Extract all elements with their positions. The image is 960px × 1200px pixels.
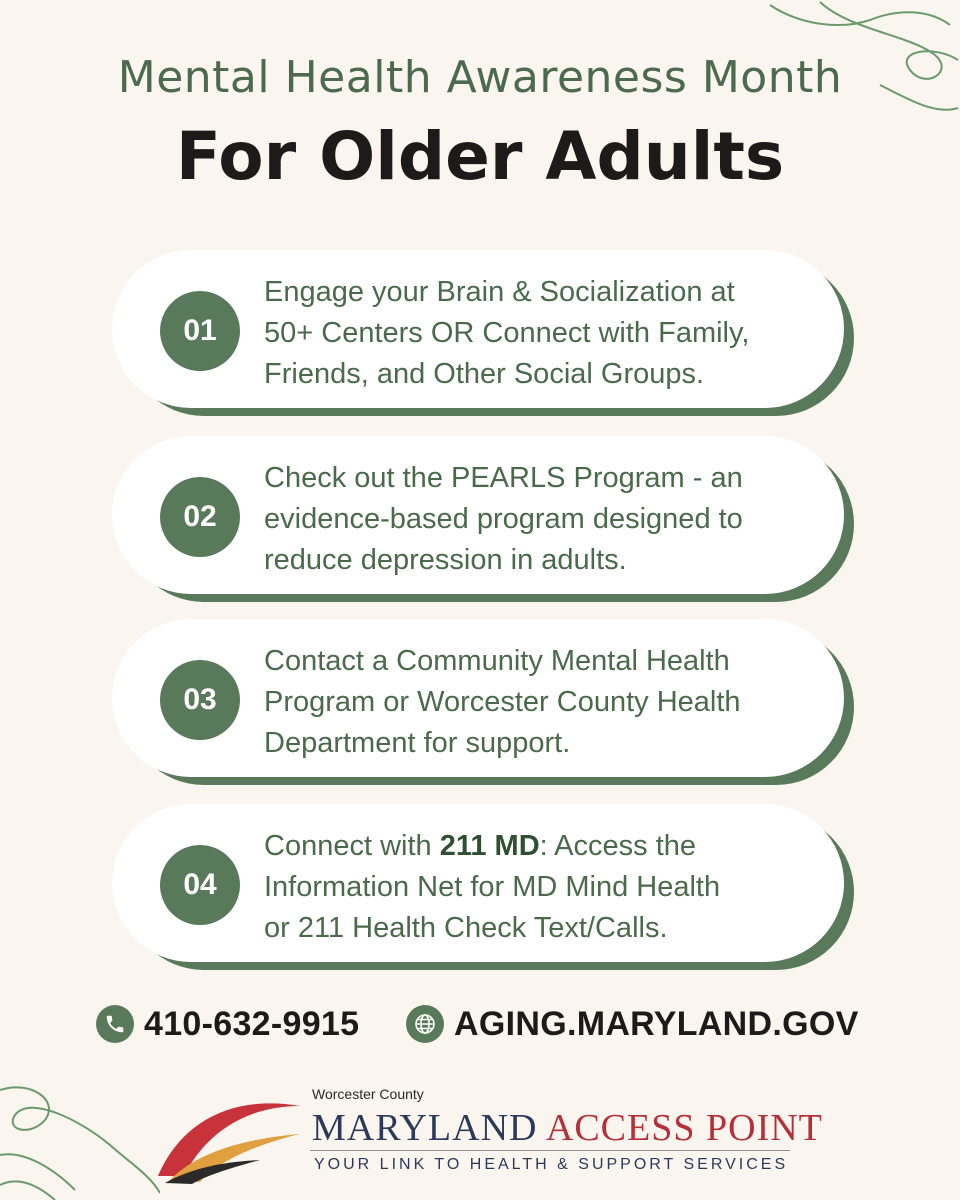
tip-text	[264, 272, 834, 395]
card-body	[112, 436, 844, 594]
maryland-access-point-logo	[150, 1078, 830, 1188]
tip-line: Department for support.	[264, 727, 571, 759]
logo-wordmark-maryland: MARYLAND	[312, 1107, 538, 1149]
tip-line: Information Net for MD Mind Health	[264, 871, 721, 903]
phone-number: 410-632-9915	[144, 1004, 360, 1043]
tip-number-badge: 04	[160, 845, 240, 925]
tip-line-prefix: Connect with	[264, 830, 440, 862]
globe-icon	[406, 1005, 444, 1043]
tip-text	[264, 641, 834, 764]
tip-line-suffix: : Access the	[539, 830, 697, 862]
tip-number-badge: 03	[160, 660, 240, 740]
logo-tagline: YOUR LINK TO HEALTH & SUPPORT SERVICES	[314, 1156, 789, 1173]
tip-line	[264, 826, 834, 867]
tip-line: 50+ Centers OR Connect with Family,	[264, 317, 750, 349]
tip-line: Engage your Brain & Socialization at	[264, 276, 735, 308]
tip-number-badge: 02	[160, 477, 240, 557]
tip-card-04	[112, 804, 854, 968]
tip-line: evidence-based program designed to	[264, 503, 743, 535]
subtitle: Mental Health Awareness Month	[117, 52, 843, 103]
card-body	[112, 250, 844, 408]
decorative-squiggle-bottom-left	[0, 1075, 160, 1200]
tip-card-03	[112, 619, 854, 783]
logo-swoosh-icon	[150, 1084, 310, 1184]
website-contact[interactable]	[406, 1002, 859, 1046]
tip-line: or 211 Health Check Text/Calls.	[264, 912, 668, 944]
tip-line: Check out the PEARLS Program - an	[264, 462, 743, 494]
logo-divider	[310, 1150, 790, 1151]
logo-wordmark	[312, 1106, 823, 1150]
tip-line: reduce depression in adults.	[264, 544, 627, 576]
phone-contact[interactable]	[96, 1002, 359, 1046]
website-url: AGING.MARYLAND.GOV	[454, 1004, 859, 1043]
tip-number-badge: 01	[160, 291, 240, 371]
tip-card-02	[112, 436, 854, 600]
card-body	[112, 804, 844, 962]
tip-line: Contact a Community Mental Health	[264, 645, 730, 677]
phone-icon	[96, 1005, 134, 1043]
tip-text	[264, 458, 834, 581]
logo-wordmark-access-point: ACCESS POINT	[545, 1107, 823, 1149]
tip-text	[264, 826, 834, 949]
tip-card-01	[112, 250, 854, 414]
tip-highlight-211md: 211 MD	[439, 830, 540, 862]
tip-line: Program or Worcester County Health	[264, 686, 741, 718]
tip-line: Friends, and Other Social Groups.	[264, 358, 705, 390]
card-body	[112, 619, 844, 777]
logo-county-label: Worcester County	[312, 1086, 424, 1102]
page-title: For Older Adults	[175, 118, 785, 195]
